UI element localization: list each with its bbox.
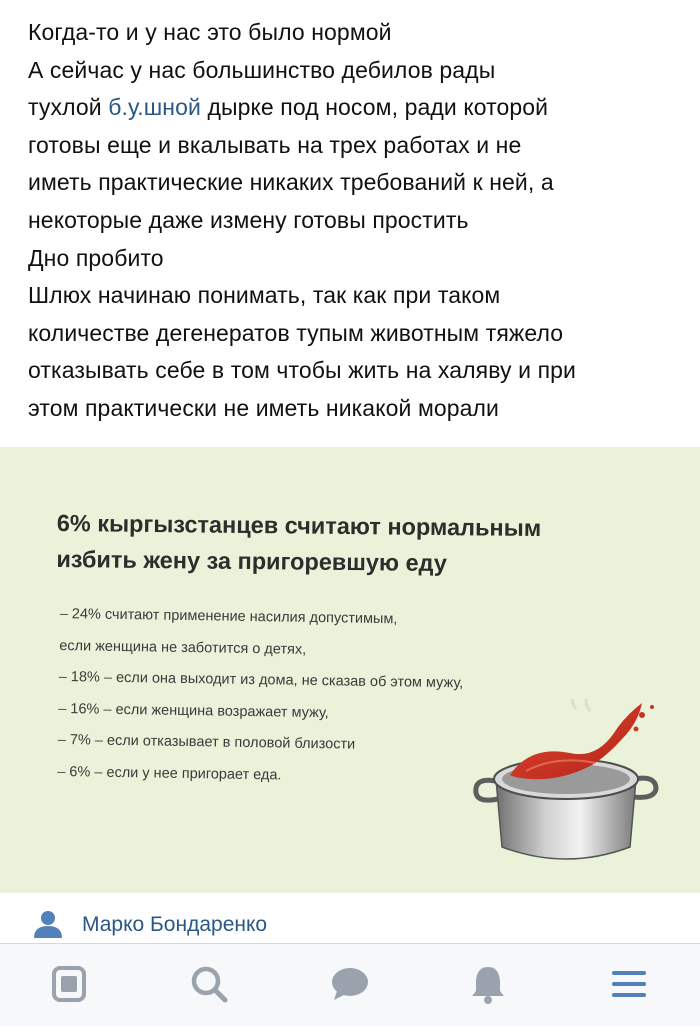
post-line: отказывать себе в том чтобы жить на халяву и при <box>28 357 576 384</box>
image-title-line: 6% кыргызстанцев считают нормальным <box>56 509 542 542</box>
author-name[interactable]: Марко Бондаренко <box>82 913 268 936</box>
menu-icon <box>609 966 649 1002</box>
stat-line: – 6% – если у нее пригорает еда. <box>57 763 282 784</box>
tab-notifications[interactable] <box>466 962 510 1006</box>
tab-search[interactable] <box>187 962 231 1006</box>
stat-line: – 18% – если она выходит из дома, не сказав об этом мужу, <box>58 668 464 692</box>
tab-messages[interactable] <box>327 962 371 1006</box>
image-title-line: избить жену за пригоревшую еду <box>56 545 448 577</box>
image-title <box>56 505 657 583</box>
post-line: Дно пробито <box>28 244 164 271</box>
stat-line: – 24% считают применение насилия допустимым, <box>59 605 398 628</box>
notifications-icon <box>469 963 507 1005</box>
post-line: Шлюх начинаю понимать, так как при таком <box>28 282 501 309</box>
tab-menu[interactable] <box>607 962 651 1006</box>
user-icon <box>33 909 63 939</box>
stat-line: если женщина не заботится о детях, <box>59 637 307 658</box>
stat-line: – 7% – если отказывает в половой близости <box>57 731 356 753</box>
post-line: этом практически не иметь никакой морали <box>28 394 500 421</box>
author-row[interactable] <box>0 893 700 943</box>
post-line: иметь практические никаких требований к ней, а <box>28 169 554 196</box>
post-line: А сейчас у нас большинство дебилов рады <box>28 56 496 83</box>
post-image[interactable] <box>0 447 700 893</box>
post-line: некоторые даже измену готовы простить <box>28 206 469 233</box>
bottom-tab-bar <box>0 943 700 1026</box>
post-line: количестве дегенератов тупым животным тяжело <box>28 319 564 346</box>
tab-news[interactable] <box>47 962 91 1006</box>
messages-icon <box>328 964 370 1004</box>
post-line: Когда-то и у нас это было нормой <box>28 19 392 45</box>
hashtag-link[interactable]: б.у.шной <box>108 94 201 121</box>
post-line <box>28 89 688 127</box>
post-text <box>28 14 688 428</box>
search-icon <box>189 964 229 1004</box>
image-stats <box>57 599 464 794</box>
stat-line: – 16% – если женщина возражает мужу, <box>58 700 329 721</box>
cooking-pot-illustration <box>466 699 666 869</box>
post-text-fragment: дырке под носом, ради которой <box>200 94 549 121</box>
post-text-fragment: тухлой <box>28 94 109 121</box>
news-icon <box>51 964 87 1004</box>
post-line: готовы еще и вкалывать на трех работах и не <box>28 131 522 158</box>
